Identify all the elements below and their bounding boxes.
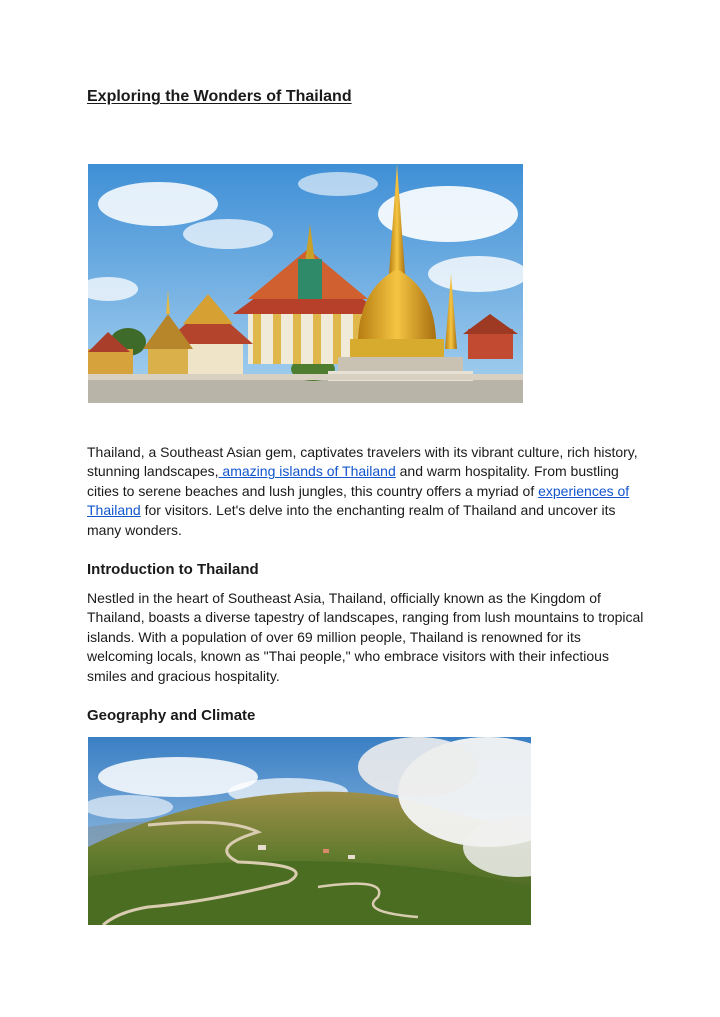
temple-photo (88, 164, 523, 403)
introduction-paragraph: Nestled in the heart of Southeast Asia, Thailand, officially known as the Kingdom of Thailand, boasts a diverse tapestry of landscapes, ranging from lush mountains to tropical islands. With a population of over 69 million people, Thailand is renowned for its welcoming locals, known as "Thai people," who embrace visitors with their infectious smiles and gracious hospitality. (87, 590, 644, 684)
intro-text-middle: and warm hospitality. From bustling cities to serene beaches and lush jungles, this country offers a myriad of (87, 463, 619, 499)
section-heading-introduction: Introduction to Thailand (87, 561, 259, 578)
intro-text-start: Thailand, a Southeast Asian gem, captivates travelers with its vibrant culture, rich history, stunning landscapes, (87, 444, 638, 480)
section-heading-geography: Geography and Climate (87, 707, 256, 724)
temple-illustration (88, 164, 523, 403)
intro-text-end: for visitors. Let's delve into the enchanting realm of Thailand and uncover its many wonders. (87, 502, 616, 538)
experiences-link[interactable]: experiences of Thailand (87, 482, 630, 519)
mountain-photo (88, 737, 531, 925)
page-title: Exploring the Wonders of Thailand (87, 88, 352, 105)
mountain-illustration (88, 737, 531, 925)
intro-paragraph (87, 443, 647, 540)
islands-link[interactable]: amazing islands of Thailand (218, 463, 396, 480)
